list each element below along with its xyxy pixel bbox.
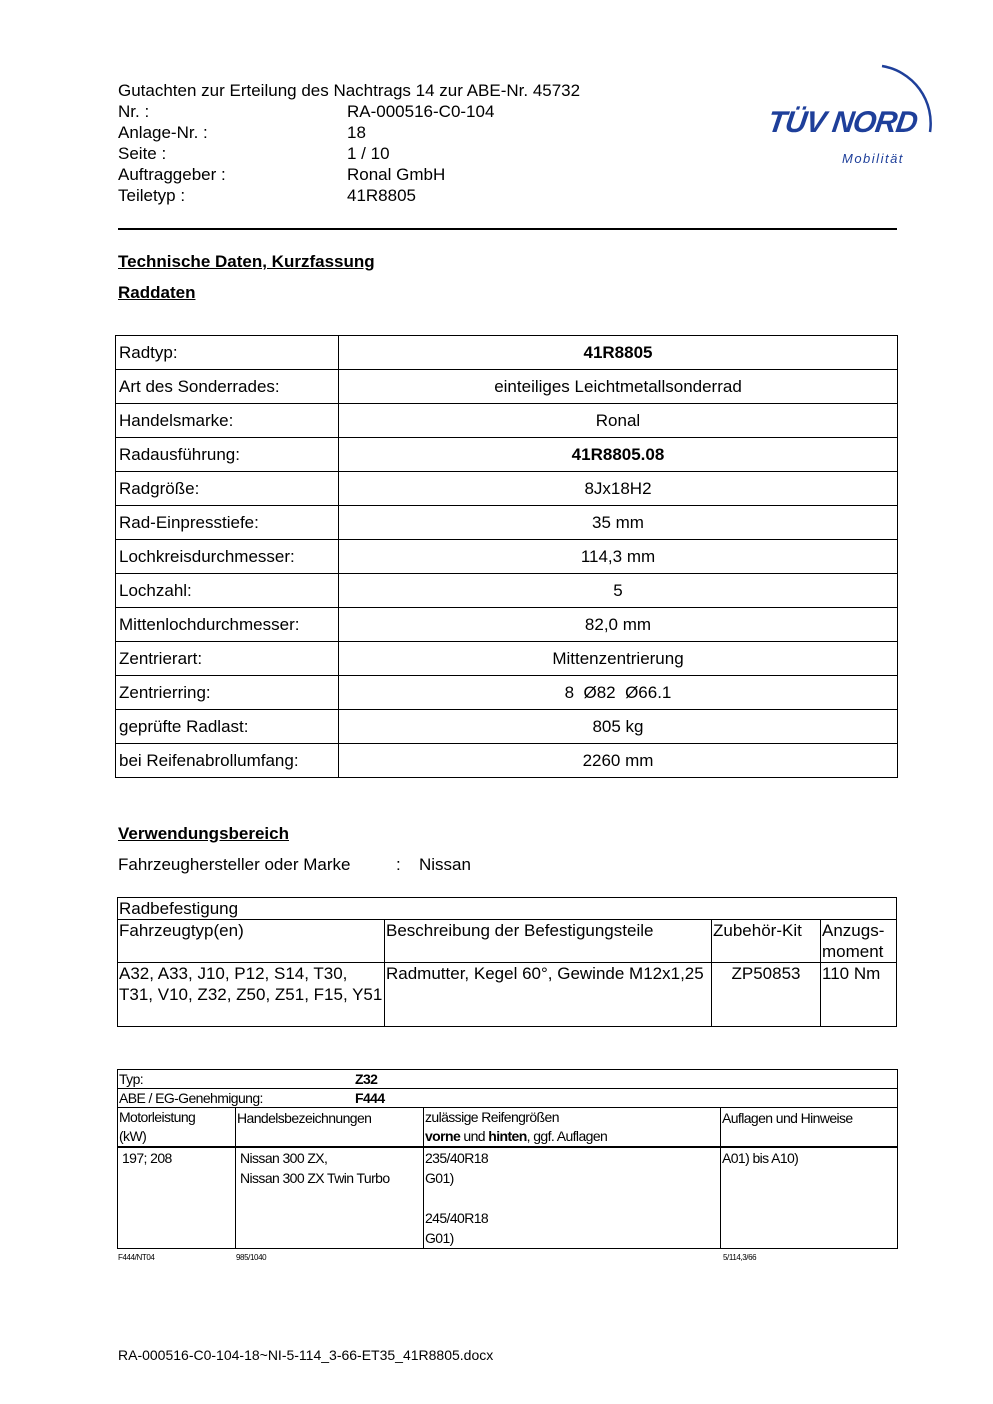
row-label: Lochzahl: [116,574,339,608]
table-row [116,676,898,710]
hersteller-value: Nissan [419,855,471,874]
row-value: Mittenzentrierung [339,642,898,676]
column-header-reifen [424,1108,721,1148]
row-label: Art des Sonderrades: [116,370,339,404]
zubehoer-kit-cell: ZP50853 [712,963,821,1027]
row-value: 35 mm [339,506,898,540]
abe-row [118,1089,898,1108]
header-label: Seite : [118,144,167,163]
row-value: 114,3 mm [339,540,898,574]
logo-wordmark: TÜV NORD [765,106,920,139]
row-value: einteiliges Leichtmetallsonderrad [339,370,898,404]
header-value: RA-000516-C0-104 [347,102,495,121]
table-row [118,1070,898,1089]
table-row [116,642,898,676]
header-row-auftraggeber [118,164,580,185]
table-row [118,1147,898,1249]
befestigung-title: Radbefestigung [118,898,897,920]
document-header [118,80,580,206]
row-value: 2260 mm [339,744,898,778]
reifengroessen-cell [424,1147,721,1249]
typ-table [117,1069,898,1249]
table-row [116,540,898,574]
header-value: 1 / 10 [347,144,390,163]
table-header-row [118,920,897,963]
column-header: Fahrzeugtyp(en) [118,920,385,963]
logo-subtitle: Mobilität [842,151,904,166]
row-label: Zentrierart: [116,642,339,676]
row-label: Radtyp: [116,336,339,370]
row-label: Lochkreisdurchmesser: [116,540,339,574]
raddaten-table [115,335,898,778]
table-row [116,744,898,778]
reifen-header-hinten: hinten [488,1128,527,1144]
column-header: Motorleistung (kW) [118,1108,236,1148]
reifen-line: G01) [425,1230,454,1246]
header-value: 18 [347,123,366,142]
row-value: 8Jx18H2 [339,472,898,506]
row-value: 41R8805 [339,336,898,370]
fahrzeugtypen-cell: A32, A33, J10, P12, S14, T30, T31, V10, Z32, Z50, Z51, F15, Y51 [118,963,385,1027]
radbefestigung-table [117,897,897,1027]
row-label: bei Reifenabrollumfang: [116,744,339,778]
auflagen-cell: A01) bis A10) [721,1147,898,1249]
reifen-header-line-2 [425,1127,719,1146]
spacer [425,1188,719,1208]
motorleistung-cell: 197; 208 [118,1147,236,1249]
header-row-nr [118,101,580,122]
reifen-line: 235/40R18 [425,1150,489,1166]
row-label: geprüfte Radlast: [116,710,339,744]
header-divider [118,228,897,230]
handelsbezeichnung-line: Nissan 300 ZX, [240,1150,328,1166]
reifen-header-und: und [460,1128,489,1144]
header-label: Teiletyp : [118,186,186,205]
row-label: Handelsmarke: [116,404,339,438]
table-row [116,370,898,404]
table-row [118,898,897,920]
reifen-header-vorne: vorne [425,1128,461,1144]
abe-label: ABE / EG-Genehmigung: [119,1090,263,1106]
fahrzeughersteller-line [118,855,471,875]
typ-footer-code: F444/NT04 [118,1253,155,1262]
hersteller-separator: : [396,855,401,874]
hersteller-label: Fahrzeughersteller oder Marke [118,855,351,874]
row-value: Ronal [339,404,898,438]
befestigungsteile-cell: Radmutter, Kegel 60°, Gewinde M12x1,25 [385,963,712,1027]
reifen-line: G01) [425,1170,454,1186]
row-label: Zentrierring: [116,676,339,710]
row-label: Radgröße: [116,472,339,506]
header-row-anlage [118,122,580,143]
table-header-row [118,1108,898,1148]
row-label: Radausführung: [116,438,339,472]
reifen-header-line: zulässige Reifengrößen [425,1109,559,1125]
document-filename: RA-000516-C0-104-18~NI-5-114_3-66-ET35_41R8805.docx [118,1347,494,1363]
column-header: Beschreibung der Befestigungsteile [385,920,712,963]
header-label: Anlage-Nr. : [118,123,208,142]
table-row [116,506,898,540]
row-label: Mittenlochdurchmesser: [116,608,339,642]
header-row-teiletyp [118,185,580,206]
row-value: 805 kg [339,710,898,744]
table-row [116,472,898,506]
typ-footer-bolt: 5/114,3/66 [723,1253,757,1262]
header-value: 41R8805 [347,186,417,205]
row-value: 41R8805.08 [339,438,898,472]
table-row [116,574,898,608]
tuv-nord-logo [762,58,942,173]
column-header: Zubehör-Kit [712,920,821,963]
header-label: Auftraggeber : [118,165,226,184]
typ-label: Typ: [119,1071,144,1087]
reifen-line: 245/40R18 [425,1210,489,1226]
table-row [118,963,897,1027]
row-value: 8 Ø82 Ø66.1 [339,676,898,710]
column-header: Auflagen und Hinweise [721,1108,898,1148]
row-value: 5 [339,574,898,608]
reifen-header-auflagen: , ggf. Auflagen [526,1128,608,1144]
table-row [116,608,898,642]
column-header: Handelsbezeichnungen [236,1108,424,1148]
header-row-seite [118,143,580,164]
typ-value: Z32 [355,1071,378,1087]
table-row [116,710,898,744]
handelsbezeichnung-cell [236,1147,424,1249]
heading-technische-daten: Technische Daten, Kurzfassung [118,252,375,271]
table-row [116,336,898,370]
abe-value: F444 [355,1090,385,1106]
table-row [116,404,898,438]
row-label: Rad-Einpresstiefe: [116,506,339,540]
table-row [118,1089,898,1108]
handelsbezeichnung-line: Nissan 300 ZX Twin Turbo [240,1170,390,1186]
column-header: Anzugs- moment [821,920,897,963]
row-value: 82,0 mm [339,608,898,642]
table-row [116,438,898,472]
typ-footer-weight: 985/1040 [236,1253,267,1262]
header-label: Nr. : [118,102,150,121]
heading-verwendungsbereich: Verwendungsbereich [118,824,289,843]
anzugsmoment-cell: 110 Nm [821,963,897,1027]
header-title: Gutachten zur Erteilung des Nachtrags 14 zur ABE-Nr. 45732 [118,81,581,100]
typ-row [118,1070,898,1089]
heading-raddaten: Raddaten [118,283,196,302]
header-value: Ronal GmbH [347,165,446,184]
